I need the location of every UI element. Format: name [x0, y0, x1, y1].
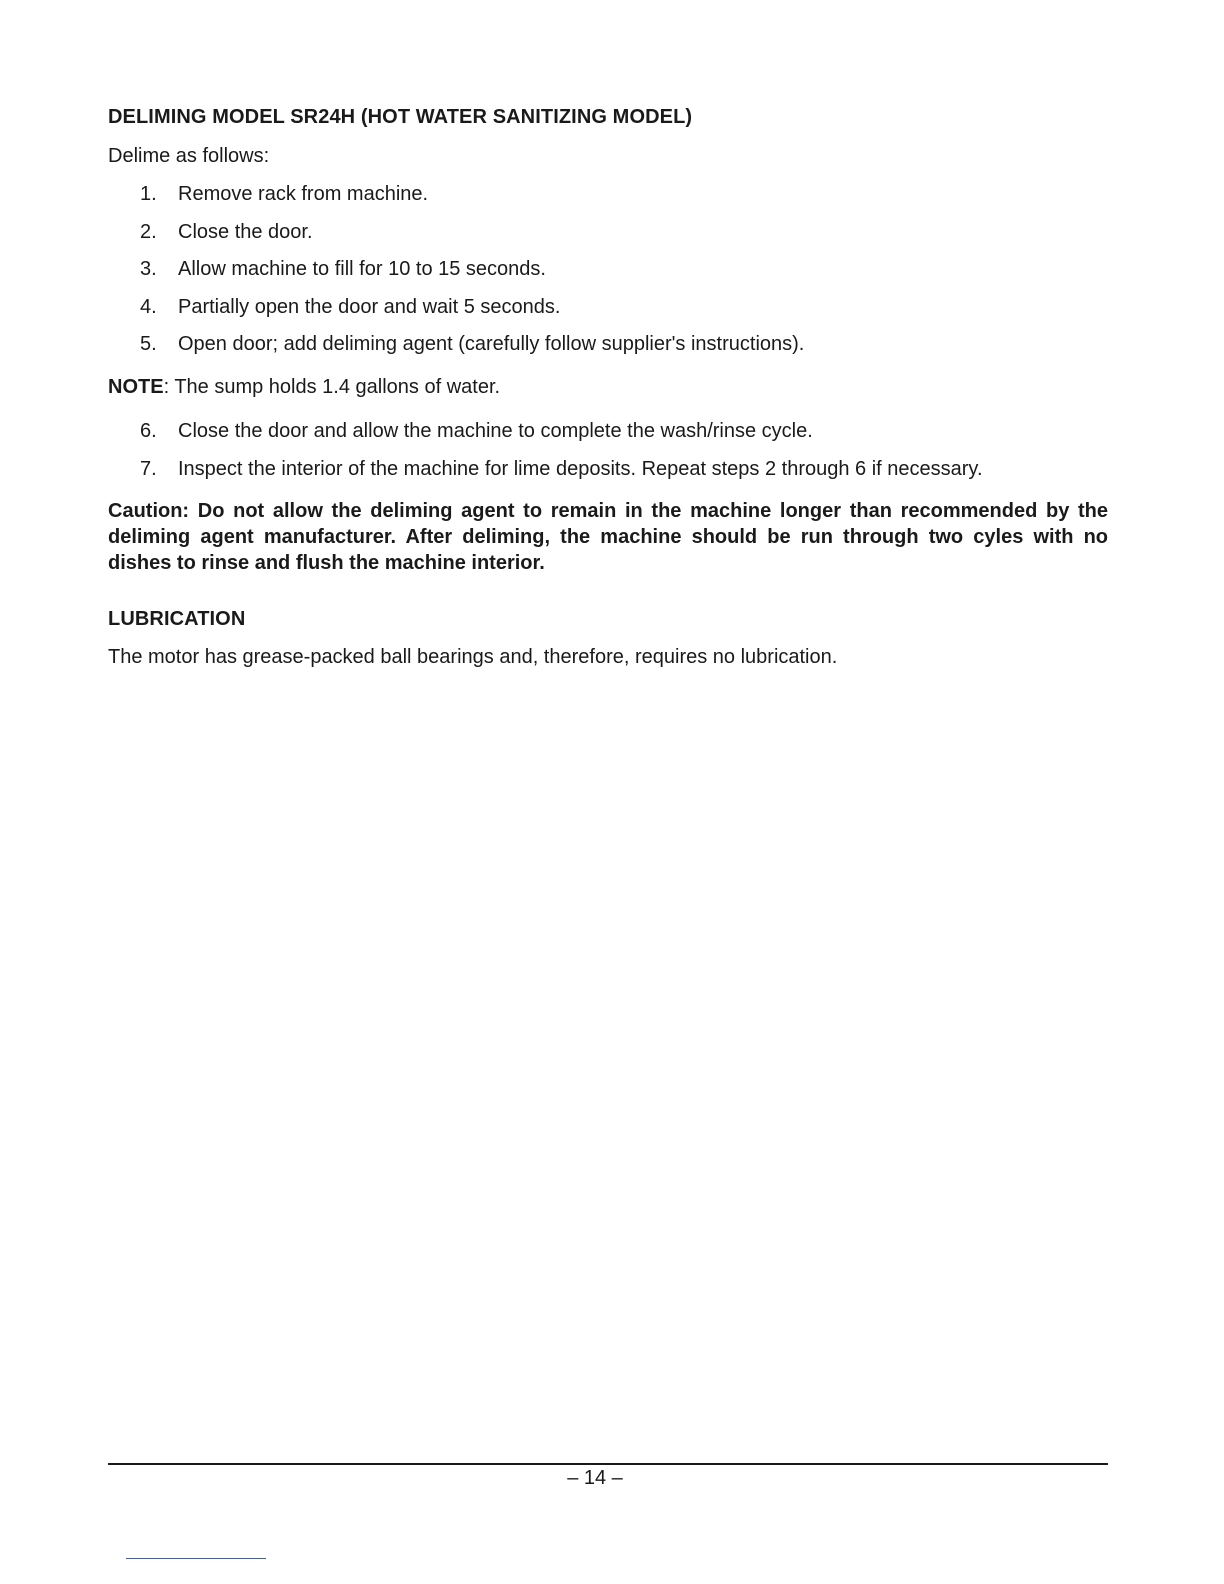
lubrication-text: The motor has grease-packed ball bearings and, therefore, requires no lubrication.	[108, 646, 838, 668]
step-number: 1.	[140, 183, 157, 205]
caution-paragraph: Caution: Do not allow the deliming agent to remain in the machine longer than recommended by the deliming agent manufacturer. After deliming, the machine should be run through two cyles with no dishes to rinse and flush the machine interior.	[108, 500, 1108, 574]
page-number: – 14 –	[567, 1467, 623, 1489]
step-item	[140, 458, 983, 481]
note-text: : The sump holds 1.4 gallons of water.	[163, 376, 501, 398]
step-text: Partially open the door and wait 5 seconds.	[178, 296, 561, 318]
step-text: Close the door.	[178, 221, 313, 243]
step-text: Close the door and allow the machine to complete the wash/rinse cycle.	[178, 420, 813, 442]
step-number: 7.	[140, 458, 157, 480]
step-item	[140, 296, 560, 319]
step-text: Remove rack from machine.	[178, 183, 429, 205]
step-item	[140, 420, 813, 443]
step-text: Inspect the interior of the machine for lime deposits. Repeat steps 2 through 6 if necessary.	[178, 458, 983, 480]
step-number: 3.	[140, 258, 157, 280]
step-item	[140, 258, 546, 281]
step-text: Open door; add deliming agent (carefully follow supplier's instructions).	[178, 333, 805, 355]
deliming-intro: Delime as follows:	[108, 145, 270, 167]
note	[108, 376, 500, 399]
step-number: 6.	[140, 420, 157, 442]
step-item	[140, 333, 804, 356]
step-number: 2.	[140, 221, 157, 243]
bottom-rule	[126, 1558, 266, 1559]
deliming-heading: DELIMING MODEL SR24H (HOT WATER SANITIZING MODEL)	[108, 106, 693, 128]
footer-divider	[108, 1463, 1108, 1465]
lubrication-heading: LUBRICATION	[108, 608, 246, 630]
step-item	[140, 183, 428, 206]
step-number: 5.	[140, 333, 157, 355]
step-number: 4.	[140, 296, 157, 318]
note-label: NOTE	[108, 376, 164, 398]
step-text: Allow machine to fill for 10 to 15 seconds.	[178, 258, 546, 280]
step-item	[140, 221, 313, 244]
